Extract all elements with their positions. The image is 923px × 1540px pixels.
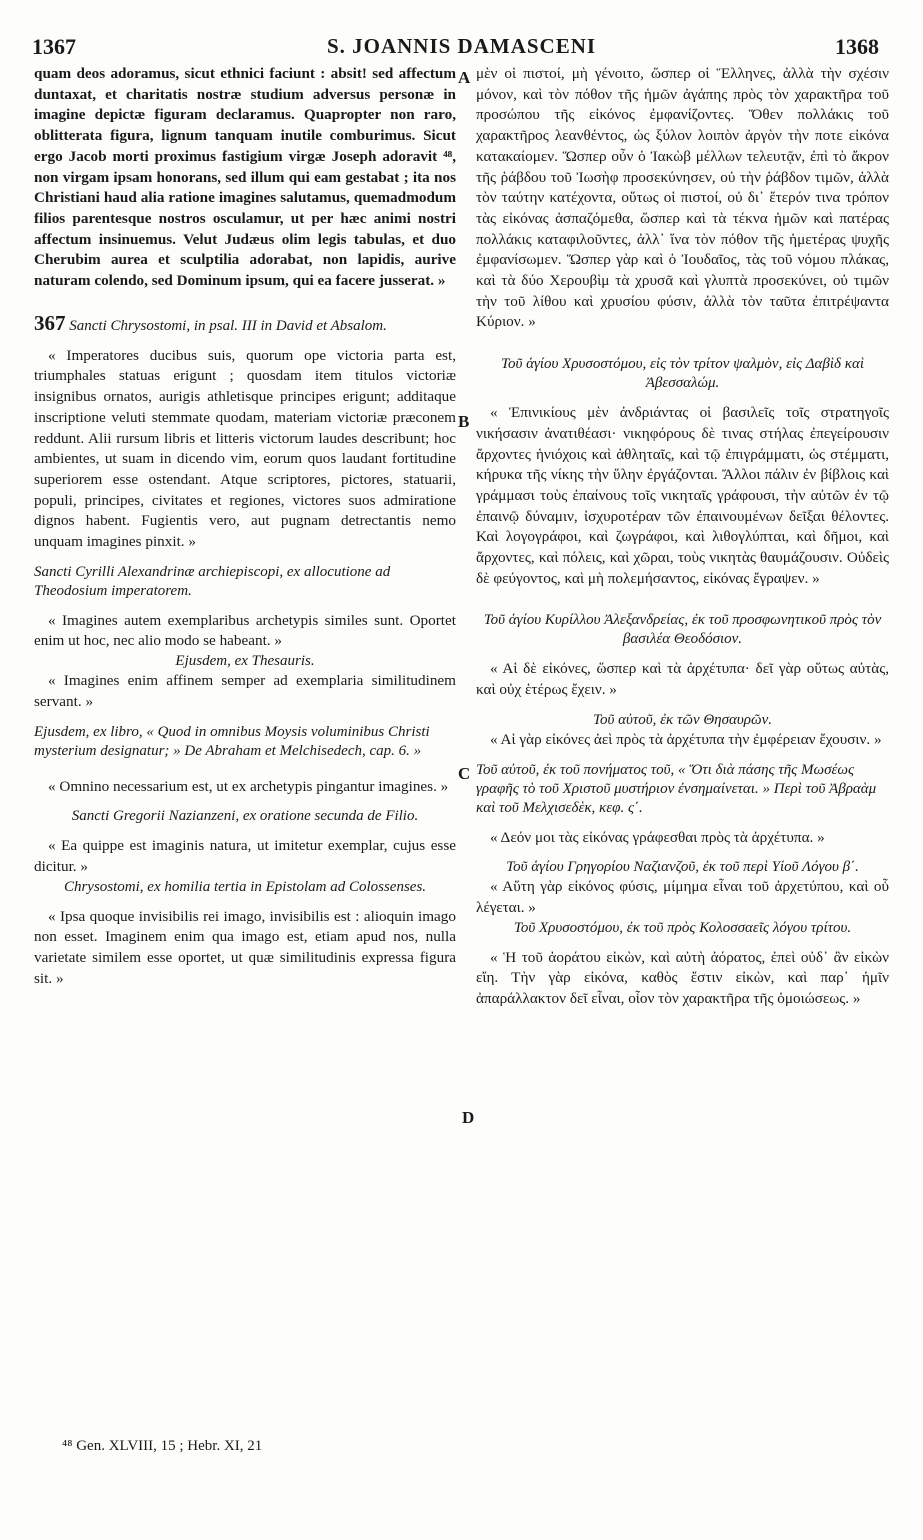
latin-heading: Ejusdem, ex libro, « Quod in omnibus Moysis voluminibus Christi mysterium designatur; » De Abraham et Melchisedech, cap. 6. » <box>34 723 430 759</box>
latin-heading: Sancti Gregorii Nazianzeni, ex oratione secunda de Filio. <box>71 808 419 825</box>
footnote: ⁴⁸ Gen. XLVIII, 15 ; Hebr. XI, 21 <box>62 1438 263 1454</box>
greek-heading: Τοῦ ἁγίου Κυρίλλου Ἀλεξανδρείας, ἐκ τοῦ προσφωνητικοῦ πρὸς τὸν βασιλέα Θεοδόσιον. <box>483 612 882 648</box>
greek-paragraph: « Ἡ τοῦ ἀοράτου εἰκὼν, καὶ αὐτὴ ἀόρατος, ἐπεὶ οὐδ᾽ ἂν εἰκὼν εἴη. Τὴν γὰρ εἰκόνα, καθὸς ἔστιν εἰκὼν, καὶ παρ᾽ ἡμῖν ἀπαράλλακτον δεῖ εἶναι, οἷον τὸν χαρακτῆρα τῆς ὁμοιώσεως. » <box>476 948 889 1008</box>
latin-paragraph: « Imperatores ducibus suis, quorum ope victoria parta est, triumphales statuas erigunt ; quosdam item titulos victoriæ insignibus ornatos, aurigis athletisque principes erigunt; additaque inscriptione veluti stemmate quodam, materiam victoriæ præconem reddunt. Alii rursum libris et litteris victorum laudes describunt; hoc ambientes, ut suam in dicendo vim, eorum quos laudant fortitudine superiorem esse ostendant. Atque scriptores, pictores, statuarii, populi, principes, civitates et regiones, victores suos admiratione dignos habent. Fugientis vero, aut pugnam detrectantis nemo unquam imagines pinxit. » <box>34 346 456 551</box>
latin-paragraph: « Omnino necessarium est, ut ex archetypis pingantur imagines. » <box>48 777 449 795</box>
latin-heading-text: Sancti Chrysostomi, in psal. III in David et Absalom. <box>69 317 387 334</box>
greek-heading: Τοῦ ἁγίου Γρηγορίου Ναζιανζοῦ, ἐκ τοῦ περὶ Υἱοῦ Λόγου β΄. <box>506 859 859 876</box>
greek-heading: Τοῦ ἁγίου Χρυσοστόμου, εἰς τὸν τρίτον ψαλμὸν, εἰς Δαβὶδ καὶ Ἀβεσσαλώμ. <box>500 356 865 392</box>
latin-column <box>34 64 456 990</box>
latin-paragraph: « Imagines enim affinem semper ad exemplaria similitudinem servant. » <box>34 672 456 710</box>
latin-heading: Sancti Cyrilli Alexandrinæ archiepiscopi, ex allocutione ad Theodosium imperatorem. <box>34 563 391 599</box>
running-header <box>0 34 923 64</box>
page-number-right: 1368 <box>835 34 879 59</box>
greek-paragraph: « Αὕτη γὰρ εἰκόνος φύσις, μίμημα εἶναι τοῦ ἀρχετύπου, καὶ οὗ λέγεται. » <box>476 878 889 916</box>
running-title: S. JOANNIS DAMASCENI <box>326 34 597 58</box>
margin-letter-c: C <box>458 764 471 783</box>
latin-heading: Ejusdem, ex Thesauris. <box>175 653 315 670</box>
greek-paragraph: « Δεόν μοι τὰς εἰκόνας γράφεσθαι πρὸς τὰ ἀρχέτυπα. » <box>490 828 825 846</box>
greek-heading: Τοῦ Χρυσοστόμου, ἐκ τοῦ πρὸς Κολοσσαεῖς λόγου τρίτου. <box>513 919 852 936</box>
greek-paragraph: μὲν οἱ πιστοί, μὴ γένοιτο, ὥσπερ οἱ Ἕλληνες, ἀλλὰ τὴν σχέσιν μόνον, καὶ τὸν πόθον τῆς ἡμῶν ἀγάπης πρὸς τὸν χαρακτῆρα τοῦ προσώπου τῆς εἰκόνος ἐμφανίζοντες. Ὅθεν πολλάκις τοῦ χαρακτῆρος λεανθέντος, ὡς ξύλον λοιπὸν ἀργὸν τὴν ποτε εἰκόνα κατακαίομεν. Ὥσπερ οὖν ὁ Ἰακὼβ μέλλων τελευτᾷν, ἐπὶ τὸ ἄκρον τῆς ῥάβδου τοῦ Ἰωσὴφ προσεκύνησεν, οὐ τὴν ῥάβδον τιμῶν, ἀλλὰ τὸν ταύτην κατέχοντα, οὕτως οἱ πιστοί, οὐ δι᾽ ἕτερόν τινα τρόπον τὰς εἰκόνας ἀσπαζόμεθα, ὥσπερ καὶ τὰ τέκνα ἡμῶν καὶ πατέρας πολλάκις καταφιλοῦντες, ἀλλ᾽ ἵνα τὸν πόθον τῆς ἡμετέρας ψυχῆς ἐμφανίσωμεν. Ὥσπερ γὰρ καὶ ὁ Ἰουδαῖος, τὰς τοῦ νόμου πλάκας, καὶ τὰ δύο Χερουβὶμ τὰ χρυσᾶ καὶ γλυπτὰ προσεκύνει, οὐ τιμῶν τὴν τοῦ λίθου καὶ χρυσίου φύσιν, ἀλλὰ τὸν ταῦτα ἐπιτρέψαντα Κύριον. » <box>476 65 889 331</box>
margin-letter-d: D <box>462 1108 475 1127</box>
greek-heading: Τοῦ αὐτοῦ, ἐκ τῶν Θησαυρῶν. <box>593 711 772 728</box>
margin-letter-b: B <box>458 412 470 431</box>
latin-paragraph: quam deos adoramus, sicut ethnici faciunt : absit! sed affectum duntaxat, et charitatis nostræ studium adversus personæ in imagine depictæ figuram declaramus. Quapropter non raro, oblitterata figura, lignum tanquam inutile comburimus. Sicut ergo Jacob morti proximus fastigium virgæ Joseph adoravit ⁴⁸, non virgam ipsam honorans, sed illum qui eam gestabat ; ita nos Christiani haud alia ratione imagines salutamus, quemadmodum filios parentesque nostros osculamur, ut per hæc animi nostri affectum insinuemus. Velut Judæus olim legis tabulas, et duo Cherubim aurea et sculptilia adorabat, non lapidis, aurive naturam colendo, sed Dominum ipsum, qui ea facere jusserat. » <box>34 65 456 290</box>
latin-section-heading <box>34 310 456 336</box>
latin-paragraph: « Imagines autem exemplaribus archetypis similes sunt. Oportet enim ut hoc, nec alio modo se habeant. » <box>34 611 456 650</box>
margin-letter-a: A <box>458 68 471 87</box>
greek-paragraph: « Ἐπινικίους μὲν ἀνδριάντας οἱ βασιλεῖς τοῖς στρατηγοῖς νικήσασιν ἀνατιθέασι· νικηφόρους δὲ τινας στήλας ἐπεγείρουσιν ἄρχοντες ἡνιόχοις καὶ ἀθληταῖς, καὶ τῷ ἐπιγράμματι, ὡς στέμματι, κήρυκα τῆς νίκης τὴν ὕλην ἐργάζονται. Ἄλλοι πάλιν ἐν βίβλοις καὶ γράμμασι τοὺς ἐπαίνους τοῖς νικηταῖς γράφουσι, τὴν αὐτῶν ἐν τῷ ἐπαινῷ δύναμιν, ἰσχυροτέραν τῶν ἐπαινουμένων δεῖξαι θέλοντες. Καὶ λογογράφοι, καὶ ζωγράφοι, καὶ λιθογλύπται, καὶ δῆμοι, καὶ ἄρχοντες, καὶ πόλεις, καὶ χῶραι, τοὺς νικητὰς θαυμάζουσιν. Οὐδεὶς δὲ φεύγοντος, καὶ μὴ πολεμήσαντος, εἰκόνας ἔγραψεν. » <box>476 404 889 587</box>
latin-paragraph: « Ea quippe est imaginis natura, ut imitetur exemplar, cujus esse dicitur. » <box>34 837 456 875</box>
page-number-left: 1367 <box>32 34 76 59</box>
greek-paragraph: « Αἱ γὰρ εἰκόνες ἀεὶ πρὸς τὰ ἀρχέτυπα τὴν ἐμφέρειαν ἔχουσιν. » <box>490 730 882 748</box>
greek-heading: Τοῦ αὐτοῦ, ἐκ τοῦ πονήματος τοῦ, « Ὅτι διὰ πάσης τῆς Μωσέως γραφῆς τὸ τοῦ Χριστοῦ μυστήριον ἐνσημαίνεται. » Περὶ τοῦ Ἀβραὰμ καὶ τοῦ Μελχισεδὲκ, κεφ. ς΄. <box>476 761 877 816</box>
latin-paragraph: « Ipsa quoque invisibilis rei imago, invisibilis est : alioquin imago non esset. Imaginem enim qua imago est, etiam apud nos, nulla varietate similem esse oportet, ut quæ similitudinis expressa figura sit. » <box>34 907 456 987</box>
latin-heading: Chrysostomi, ex homilia tertia in Epistolam ad Colossenses. <box>63 878 427 895</box>
section-number: 367 <box>34 310 66 335</box>
greek-paragraph: « Αἱ δὲ εἰκόνες, ὥσπερ καὶ τὰ ἀρχέτυπα· δεῖ γὰρ οὕτως αὐτὰς, καὶ οὐχ ἑτέρως ἔχειν. » <box>476 660 889 699</box>
greek-column <box>476 64 889 1010</box>
